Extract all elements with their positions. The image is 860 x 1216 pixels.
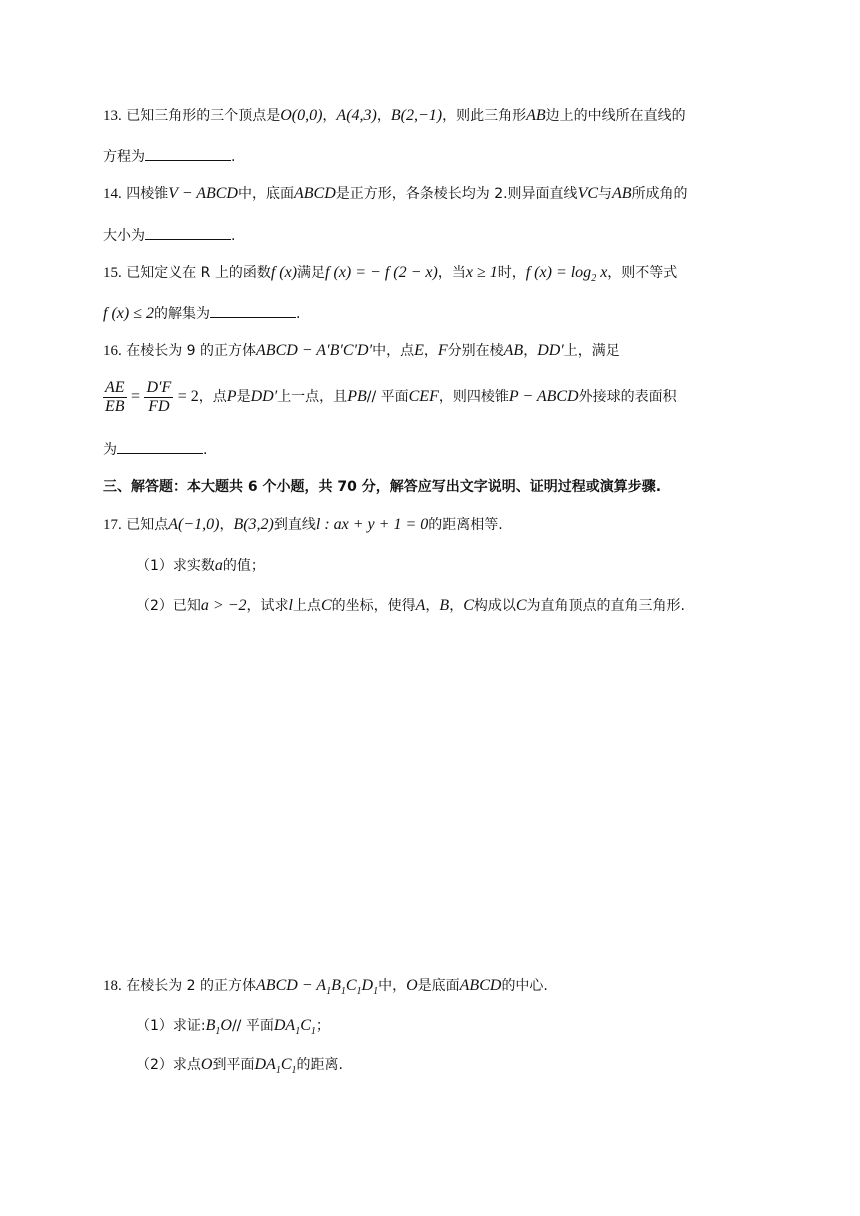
math-part: D <box>361 977 374 994</box>
math-expr: f (x) ≤ 2 <box>103 305 154 322</box>
subscript: 1 <box>215 1026 221 1038</box>
math-expr: B <box>439 597 450 614</box>
fraction-df-fd <box>144 379 173 416</box>
math-expr: C <box>320 597 332 614</box>
math-part: x <box>596 264 608 281</box>
question-text: 在棱长为 2 的正方体 <box>126 978 257 994</box>
question-17-line-1 <box>103 515 503 535</box>
question-number: 13. <box>103 108 122 124</box>
math-expr: VC <box>577 185 599 202</box>
denominator: EB <box>105 397 125 415</box>
question-text: 的距离. <box>296 1057 343 1073</box>
separator: ， <box>423 343 438 359</box>
question-text: 方程为 <box>103 149 145 165</box>
question-text: 中， <box>378 978 407 994</box>
separator: ； <box>315 1018 330 1034</box>
question-text: 是底面 <box>417 978 460 994</box>
question-text: ，点 <box>198 389 227 405</box>
question-16-line-2 <box>103 376 677 418</box>
math-expr: P <box>226 388 237 405</box>
math-expr: ABCD <box>293 185 336 202</box>
question-14-line-2 <box>103 225 235 246</box>
question-text: 上，满足 <box>563 343 620 359</box>
question-text: 的值； <box>222 558 265 574</box>
math-part: O <box>220 1017 232 1034</box>
math-part: f (x) = log <box>525 264 592 281</box>
math-part: DA <box>273 1017 296 1034</box>
question-text: 中，点 <box>372 343 415 359</box>
math-expr: C <box>515 597 527 614</box>
math-expr <box>254 1056 297 1077</box>
question-text: 到平面 <box>212 1057 255 1073</box>
math-part: C <box>345 977 357 994</box>
separator: ， <box>219 517 234 533</box>
question-text: 到直线 <box>273 517 316 533</box>
question-text: 已知三角形的三个顶点是 <box>126 108 281 124</box>
question-number: 18. <box>103 978 122 994</box>
question-text: ，则此三角形 <box>442 108 527 124</box>
question-number: 16. <box>103 343 122 359</box>
math-expr: DD′ <box>537 342 564 359</box>
question-text: 为直角顶点的直角三角形. <box>526 598 685 614</box>
math-expr: DD′ <box>250 388 278 405</box>
math-expr: F <box>437 342 448 359</box>
math-expr: x ≥ 1 <box>465 264 498 281</box>
math-expr: CEF <box>408 388 439 405</box>
math-expr <box>525 264 608 285</box>
math-part: DA <box>254 1056 276 1073</box>
question-text: 在棱长为 9 的正方体 <box>126 343 257 359</box>
question-18-part-2 <box>136 1055 343 1081</box>
subscript: 1 <box>373 986 379 998</box>
question-text: 大小为 <box>103 228 145 244</box>
math-expr: l <box>288 597 293 614</box>
equals-value: = 2 <box>177 388 199 405</box>
math-expr: ABCD <box>459 977 502 994</box>
period: . <box>231 149 236 165</box>
question-text: 与 <box>598 186 613 202</box>
question-number: 14. <box>103 186 122 202</box>
question-18-part-1 <box>136 1016 330 1042</box>
math-expr: f (x) = − f (2 − x) <box>325 264 438 281</box>
question-text: 已知定义在 R 上的函数 <box>126 265 271 281</box>
question-text: 的中心. <box>501 978 548 994</box>
math-expr: PB <box>347 388 367 405</box>
question-text: 四棱锥 <box>126 186 169 202</box>
separator: ， <box>322 108 337 124</box>
question-text: ，当 <box>437 265 466 281</box>
question-text: 是正方形，各条棱长均为 2.则异面直线 <box>335 186 578 202</box>
subscript: 2 <box>591 273 597 285</box>
subscript: 1 <box>340 986 346 998</box>
question-16-line-1 <box>103 341 620 361</box>
math-expr: l : ax + y + 1 = 0 <box>315 516 429 533</box>
math-expr: A(−1,0) <box>168 516 220 533</box>
question-text: 上一点，且 <box>277 389 348 405</box>
part-label: （1）求证: <box>136 1018 206 1034</box>
equals-sign: = <box>131 388 141 405</box>
answer-blank[interactable] <box>117 439 203 454</box>
question-text: 的解集为 <box>153 306 210 322</box>
question-18-line-1 <box>103 976 548 1002</box>
math-expr: B(2,−1) <box>390 107 443 124</box>
separator: ， <box>425 598 440 614</box>
numerator: D′F <box>146 378 172 396</box>
separator: ， <box>523 343 538 359</box>
math-expr: B(3,2) <box>233 516 274 533</box>
math-expr: A <box>415 597 426 614</box>
subscript: 1 <box>326 986 332 998</box>
math-expr: AB <box>612 185 632 202</box>
numerator: AE <box>105 378 125 396</box>
math-part: B <box>331 977 341 994</box>
separator: ， <box>376 108 391 124</box>
math-expr: AB <box>526 107 546 124</box>
math-part: C <box>280 1056 292 1073</box>
question-17-part-2 <box>136 596 685 616</box>
question-text: 外接球的表面积 <box>578 389 677 405</box>
separator: ， <box>449 598 464 614</box>
part-label: （2）已知 <box>136 598 201 614</box>
question-13-line-2 <box>103 146 235 167</box>
math-expr: O <box>406 977 418 994</box>
question-text: 的坐标，使得 <box>331 598 416 614</box>
fraction-ae-eb <box>103 379 127 416</box>
math-expr: f (x) <box>270 264 298 281</box>
math-expr: a <box>214 557 223 574</box>
period: . <box>203 442 208 458</box>
question-text: 上点 <box>292 598 321 614</box>
question-text: ，试求 <box>246 598 289 614</box>
subscript: 1 <box>295 1026 301 1038</box>
question-text: ，则四棱锥 <box>438 389 509 405</box>
question-text: 边上的中线所在直线的 <box>545 108 686 124</box>
math-expr: O(0,0) <box>280 107 323 124</box>
period: . <box>231 228 236 244</box>
question-text: 的距离相等. <box>428 517 503 533</box>
question-text: 构成以 <box>473 598 516 614</box>
math-expr: V − ABCD <box>168 185 238 202</box>
question-text: 为 <box>103 442 117 458</box>
math-part: C <box>300 1017 311 1034</box>
question-text: // 平面 <box>366 389 409 405</box>
question-15-line-1 <box>103 263 677 289</box>
question-14-line-1 <box>103 184 688 204</box>
subscript: 1 <box>310 1026 316 1038</box>
math-part: ABCD − A <box>256 977 327 994</box>
question-16-line-3 <box>103 439 207 460</box>
subscript: 1 <box>291 1065 297 1077</box>
question-text: 中，底面 <box>237 186 294 202</box>
question-text: // 平面 <box>231 1018 274 1034</box>
question-text: ，则不等式 <box>607 265 678 281</box>
subscript: 1 <box>275 1065 281 1077</box>
section-heading: 三、解答题：本大题共 6 个小题，共 70 分，解答应写出文字说明、证明过程或演算步骤. <box>103 479 662 495</box>
math-expr: E <box>414 342 424 359</box>
question-text: 是 <box>236 389 251 405</box>
math-expr: A(4,3) <box>336 107 377 124</box>
answer-blank[interactable] <box>145 146 231 161</box>
period: . <box>295 306 301 322</box>
question-text: 分别在棱 <box>447 343 504 359</box>
question-13-line-1 <box>103 106 686 126</box>
question-number: 17. <box>103 517 122 533</box>
part-label: （2）求点 <box>136 1057 201 1073</box>
math-expr: C <box>463 597 474 614</box>
math-expr <box>205 1017 232 1038</box>
question-number: 15. <box>103 265 122 281</box>
question-text: 已知点 <box>126 517 169 533</box>
math-expr <box>256 977 379 998</box>
question-text: 满足 <box>297 265 326 281</box>
answer-blank[interactable] <box>145 225 231 240</box>
question-15-line-2 <box>103 303 300 324</box>
part-label: （1）求实数 <box>136 558 215 574</box>
math-expr: AB <box>503 342 524 359</box>
question-17-part-1 <box>136 556 265 576</box>
math-expr: O <box>200 1056 213 1073</box>
denominator: FD <box>148 397 170 415</box>
question-text: 时， <box>497 265 526 281</box>
math-part: B <box>205 1017 216 1034</box>
question-text: 所成角的 <box>631 186 688 202</box>
answer-blank[interactable] <box>210 303 296 318</box>
math-expr: ABCD − A′B′C′D′ <box>256 342 373 359</box>
math-expr: a > −2 <box>200 597 247 614</box>
subscript: 1 <box>356 986 362 998</box>
math-expr: P − ABCD <box>508 388 579 405</box>
math-expr <box>273 1017 316 1038</box>
